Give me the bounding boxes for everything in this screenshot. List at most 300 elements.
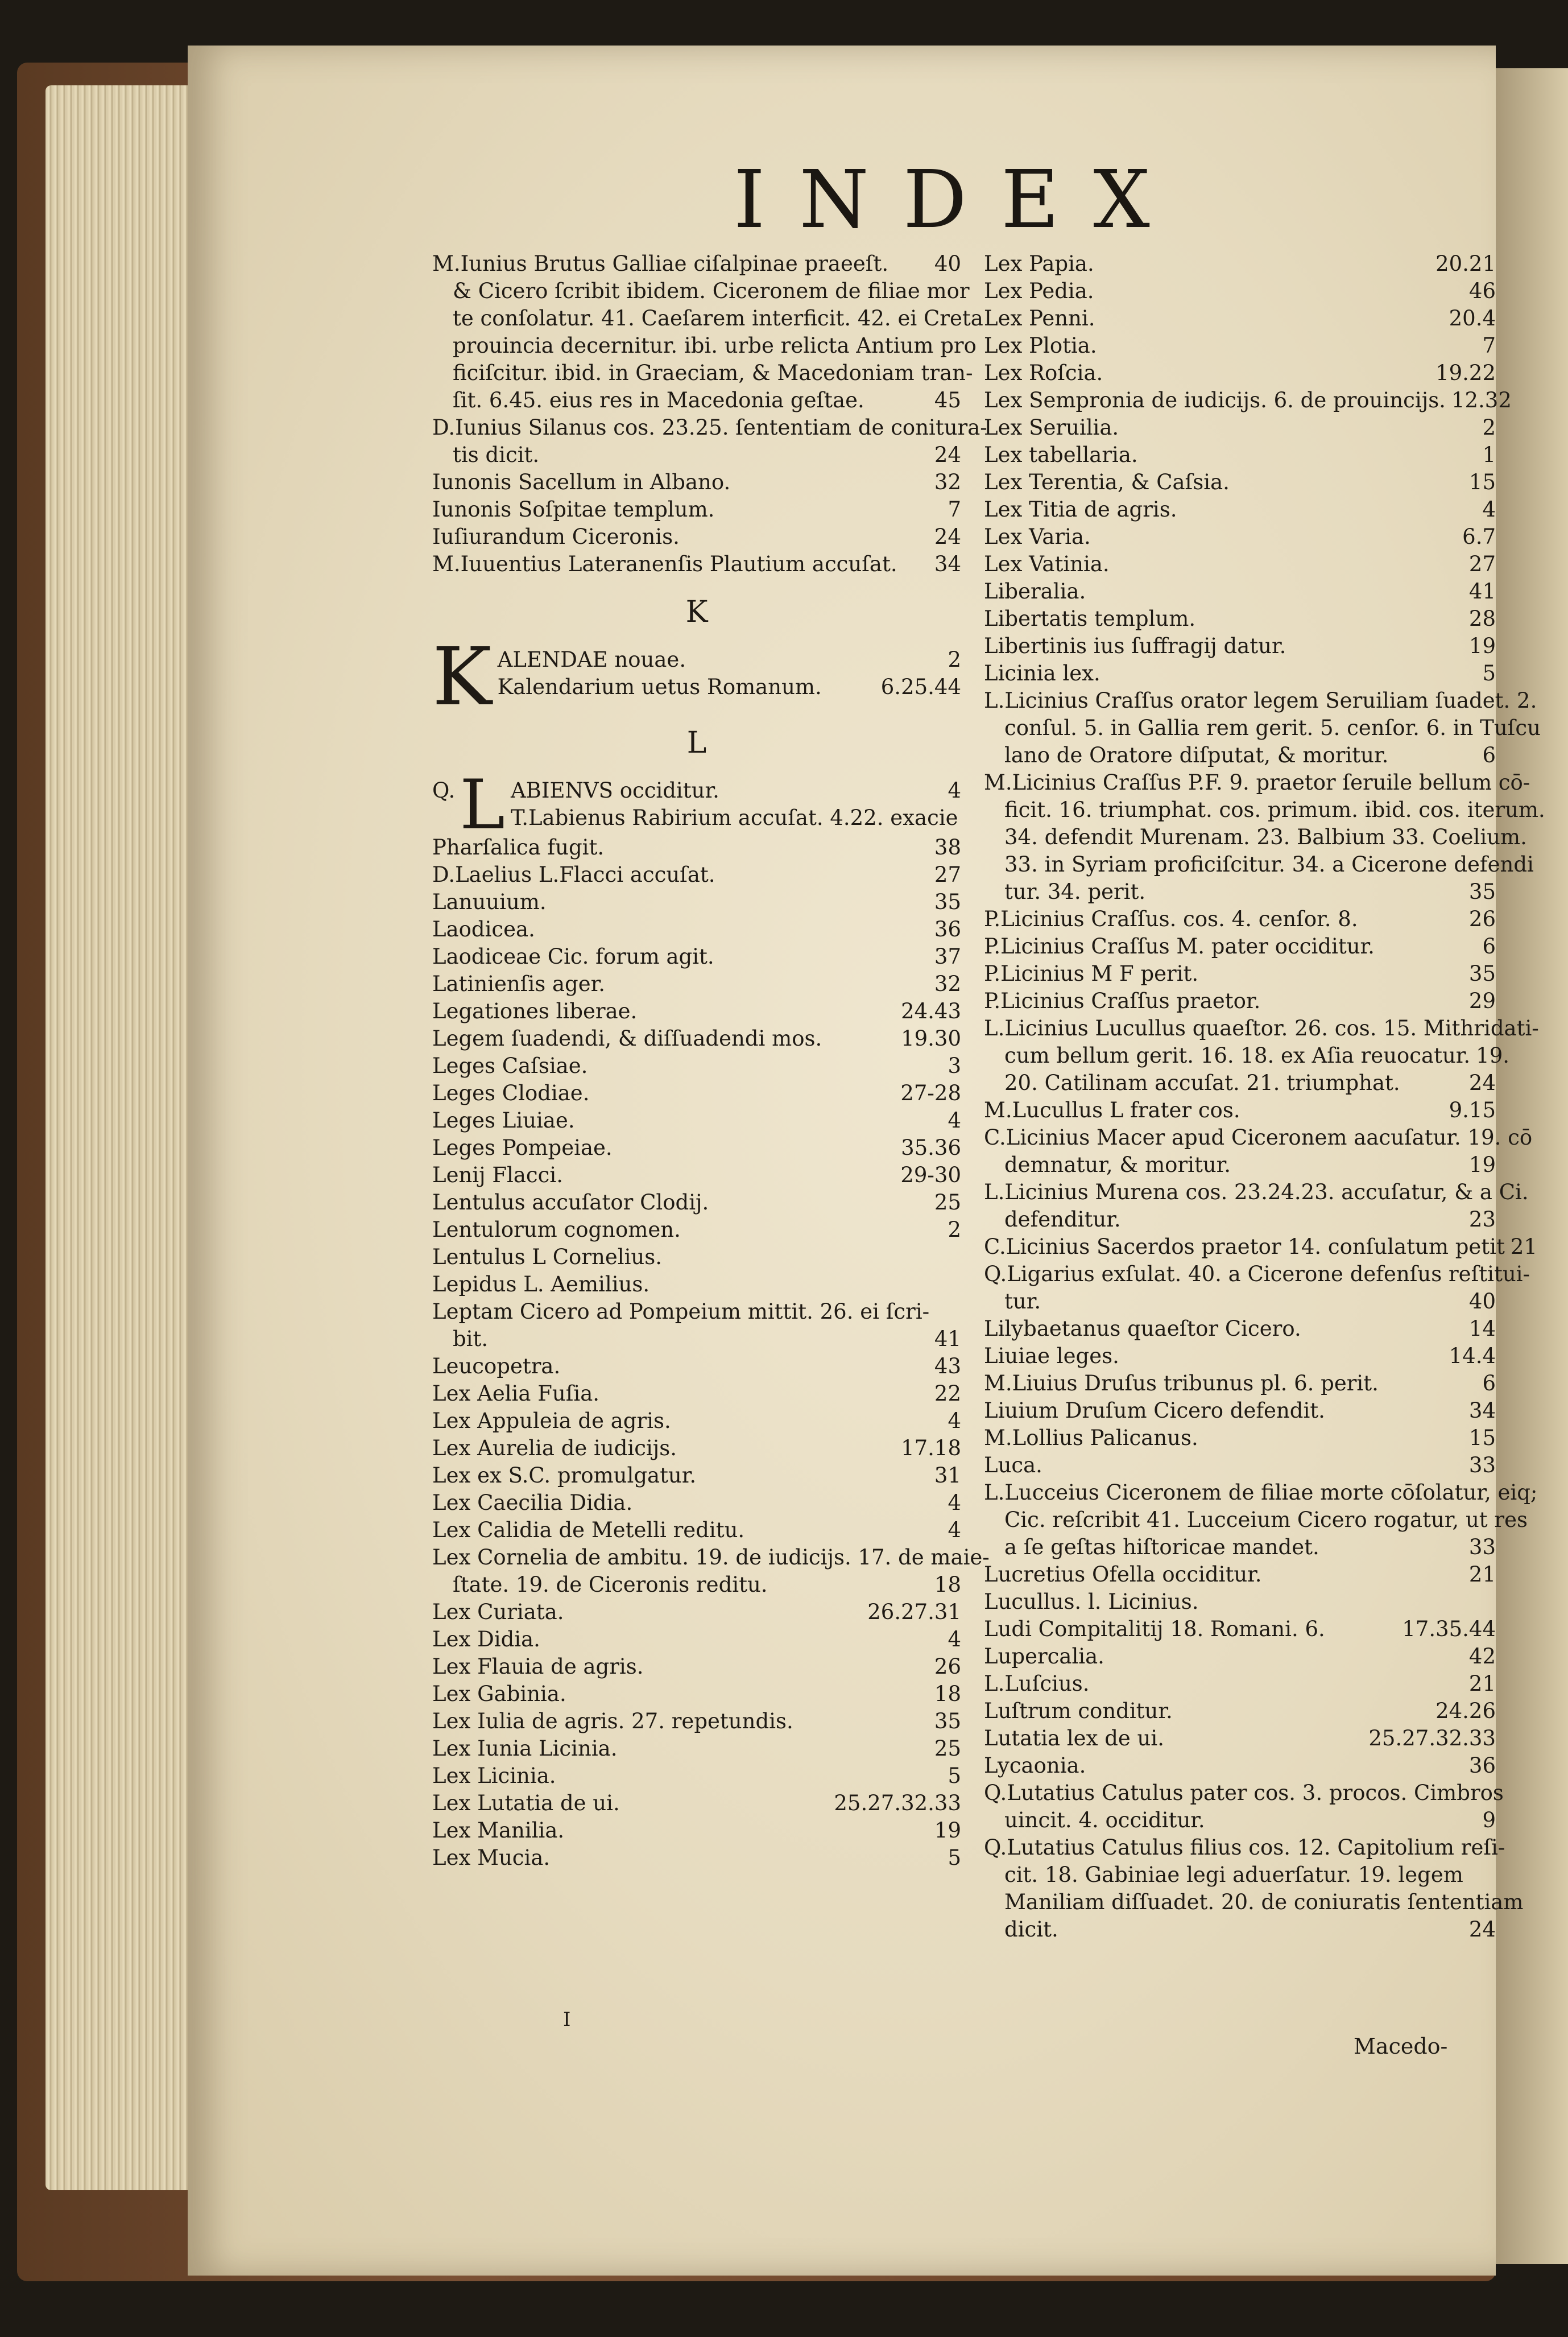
index-entry [432, 414, 987, 441]
entry-text: Libertinis ius ſuffragij datur. [984, 634, 1286, 658]
entry-text: Lex Sempronia de iudicijs. 6. de prouincijs. [984, 388, 1446, 412]
page-ref: 32 [934, 972, 961, 996]
page-ref: 35 [1468, 961, 1496, 986]
index-entry [432, 1435, 961, 1462]
page-ref: 19.30 [901, 1026, 961, 1051]
entry-text: ſtate. 19. de Ciceronis reditu. [453, 1572, 768, 1597]
index-entry [432, 889, 961, 916]
entry-text: ALENDAE nouae. [497, 647, 686, 672]
entry-text: L.Licinius Craſſus orator legem Seruiliam ſuadet. 2. [984, 688, 1537, 713]
index-entry-continuation [432, 441, 961, 469]
page-ref: 35 [934, 1709, 961, 1733]
page-ref: 20.4 [1449, 306, 1496, 331]
page-ref: 22 [934, 1381, 961, 1406]
index-entry-continuation [432, 360, 973, 387]
entry-text: M.Iunius Brutus Galliae ciſalpinae praeeſt. [432, 251, 889, 276]
entry-text: L.Luſcius. [984, 1671, 1090, 1696]
entry-text: Lex ex S.C. promulgatur. [432, 1463, 697, 1488]
page-ref: 19 [1468, 634, 1496, 658]
page-ref: 46 [1468, 279, 1496, 303]
entry-text: defenditur. [1004, 1207, 1121, 1232]
page-ref: 25.27.32.33 [834, 1791, 961, 1815]
entry-text: Luca. [984, 1453, 1042, 1477]
index-entry [432, 1517, 961, 1544]
entry-text: Lex Calidia de Metelli reditu. [432, 1518, 745, 1542]
page-ref: 15 [1468, 1426, 1496, 1450]
entry-text: Lucullus. l. Licinius. [984, 1589, 1199, 1614]
page-ref: 40 [1468, 1289, 1496, 1314]
page-ref: 35 [934, 890, 961, 914]
entry-text: Lex Aurelia de iudicijs. [432, 1436, 677, 1460]
section-heading-k: K [685, 595, 708, 629]
index-entry [984, 1179, 1529, 1206]
entry-text: Lex Cornelia de ambitu. 19. de iudicijs. 17. de maie- [432, 1545, 990, 1570]
entry-text: a ſe geſtas hiſtoricae mandet. [1004, 1535, 1319, 1559]
page-ref: 41 [1468, 579, 1496, 604]
page-ref: 6.7 [1462, 525, 1496, 549]
index-entry [984, 1124, 1533, 1151]
index-entry [432, 1708, 961, 1735]
index-entry [984, 1561, 1496, 1588]
index-entry [432, 1544, 990, 1571]
entry-text: Luſtrum conditur. [984, 1699, 1173, 1723]
k-entries [432, 646, 961, 701]
entry-text: te conſolatur. 41. Caeſarem interficit. 42. ei Creta [453, 306, 983, 331]
entry-text: M.Iuuentius Lateranenſis Plautium accuſat. [432, 552, 897, 576]
entry-text: Q.Lutatius Catulus pater cos. 3. procos. Cimbros [984, 1781, 1504, 1805]
entry-text: tur. [1004, 1289, 1041, 1314]
index-entry [984, 1834, 1505, 1861]
page-title: INDEX [734, 154, 1184, 246]
index-entry [984, 1370, 1496, 1397]
index-entry-continuation [984, 1807, 1496, 1834]
page-ref: 40 [934, 251, 961, 276]
index-entry [432, 1844, 961, 1872]
page-ref: 25 [934, 1190, 961, 1215]
index-entry [984, 1588, 1496, 1616]
entry-text: cit. 18. Gabiniae legi aduerſatur. 19. legem [1004, 1863, 1463, 1887]
index-entry [432, 916, 961, 943]
page-ref: 2 [1482, 415, 1496, 440]
entry-text: prouincia decernitur. ibi. urbe relicta Antium pro [453, 333, 977, 358]
page-ref: 25 [934, 1736, 961, 1761]
page-ref: 34 [934, 552, 961, 576]
index-entry [984, 1397, 1496, 1425]
entry-text: Lex Titia de agris. [984, 497, 1177, 522]
entry-text: Lentulus accuſator Clodij. [432, 1190, 709, 1215]
index-entry [432, 943, 961, 971]
entry-text: Lex Vatinia. [984, 552, 1110, 576]
entry-text: L.Licinius Lucullus quaeſtor. 26. cos. 15. Mithridati- [984, 1016, 1539, 1040]
entry-text: Lepidus L. Aemilius. [432, 1272, 650, 1297]
entry-text: 33. in Syriam proficiſcitur. 34. a Cicerone defendi [1004, 852, 1534, 877]
index-entry [984, 988, 1496, 1015]
index-entry-continuation [984, 1861, 1496, 1889]
page-ref: 17.18 [901, 1436, 961, 1460]
page-ref: 38 [934, 835, 961, 860]
page-ref: 35 [1468, 880, 1496, 904]
entry-text: tur. 34. perit. [1004, 880, 1146, 904]
index-entry [432, 1462, 961, 1489]
entry-text: Lycaonia. [984, 1753, 1086, 1778]
page-ref: 17.35.44 [1402, 1617, 1496, 1641]
index-entry [498, 674, 961, 701]
entry-text: Lanuuium. [432, 890, 547, 914]
entry-text: M.Licinius Craſſus P.F. 9. praetor ſeruile bellum cō- [984, 770, 1530, 795]
entry-text: L.Licinius Murena cos. 23.24.23. accuſatur, & a Ci. [984, 1180, 1529, 1204]
index-entry-continuation [432, 387, 961, 414]
entry-text: Q.Ligarius exſulat. 40. a Cicerone defenſus reſtitui- [984, 1262, 1530, 1286]
entry-text: Leucopetra. [432, 1354, 561, 1378]
index-entry-continuation [984, 1506, 1528, 1534]
entry-text: Lex Caecilia Didia. [432, 1490, 633, 1515]
index-entry [984, 551, 1496, 578]
index-entry-continuation [984, 1916, 1496, 1943]
page-ref: 2 [948, 1217, 961, 1242]
index-entry [432, 1817, 961, 1844]
index-entry-continuation [432, 1571, 961, 1599]
entry-text: P.Licinius M F perit. [984, 961, 1199, 986]
index-entry [984, 687, 1537, 715]
page-ref: 31 [934, 1463, 961, 1488]
index-entry [432, 1052, 961, 1080]
entry-text: ficit. 16. triumphat. cos. primum. ibid. cos. iterum. [1004, 798, 1545, 822]
entry-text: Lex Mucia. [432, 1845, 551, 1870]
entry-text: ſit. 6.45. eius res in Macedonia geſtae. [453, 388, 864, 412]
index-entry [432, 1244, 961, 1271]
index-entry [984, 1643, 1496, 1670]
entry-text: cum bellum gerit. 16. 18. ex Aſia reuocatur. [1004, 1043, 1471, 1068]
page-ref: 26 [934, 1654, 961, 1679]
index-entry [984, 633, 1496, 660]
index-entry [432, 1216, 961, 1244]
index-entry [984, 906, 1496, 933]
page-ref: 37 [934, 944, 961, 969]
page-ref: 35.36 [901, 1136, 961, 1160]
entry-text: Lex Papia. [984, 251, 1094, 276]
entry-text: Lex Plotia. [984, 333, 1097, 358]
entry-text: 34. defendit Murenam. 23. Balbium 33. Coelium. [1004, 825, 1527, 849]
page-ref: 4 [948, 1108, 961, 1133]
entry-text: Lilybaetanus quaeſtor Cicero. [984, 1316, 1301, 1341]
section-heading-l: L [686, 726, 707, 760]
page-edges [45, 85, 193, 2190]
entry-text: P.Licinius Craſſus M. pater occiditur. [984, 934, 1375, 959]
index-entry [432, 1080, 961, 1107]
index-entry [984, 1479, 1538, 1506]
page-ref: 19 [934, 1818, 961, 1843]
l-entries [432, 766, 961, 845]
entry-text: conſul. 5. in Gallia rem gerit. 5. cenſor. 6. in Tuſcu [1004, 716, 1541, 740]
page-ref: 23 [1468, 1207, 1496, 1232]
entry-text: Maniliam diſſuadet. 20. de coniuratis ſententiam [1004, 1890, 1524, 1914]
entries-block-i [432, 250, 987, 578]
index-entry [984, 1752, 1496, 1779]
index-entry [432, 1681, 961, 1708]
page-ref: 24 [1468, 1917, 1496, 1942]
page-ref: 27 [934, 862, 961, 887]
index-entry [984, 1779, 1504, 1807]
entry-text: Leges Pompeiae. [432, 1136, 613, 1160]
page-ref: 24 [934, 525, 961, 549]
page-ref: 6 [1482, 1371, 1496, 1395]
left-column [432, 250, 990, 1872]
index-entry [984, 387, 1512, 414]
page-ref: 24 [934, 443, 961, 467]
page-ref: 6.25.44 [880, 675, 961, 699]
entry-text: Iuſiurandum Ciceronis. [432, 525, 680, 549]
index-entry [984, 414, 1496, 441]
k-block [432, 631, 961, 724]
index-entry [984, 769, 1530, 796]
page-ref: 4 [1482, 497, 1496, 522]
page-ref: 43 [934, 1354, 961, 1378]
index-entry-continuation [984, 1288, 1496, 1315]
index-entry-continuation [984, 742, 1496, 769]
entry-text: Lex Appuleia de agris. [432, 1409, 671, 1433]
catchword: Macedo- [1354, 2034, 1448, 2059]
page-ref: 24.26 [1435, 1699, 1496, 1723]
index-entry [432, 834, 961, 861]
entry-text: Lex Curiata. [432, 1600, 564, 1624]
page-ref: 4 [948, 1627, 961, 1651]
page-ref: 6 [1482, 934, 1496, 959]
index-entry [432, 861, 961, 889]
entry-text: Ludi Compitalitij 18. Romani. 6. [984, 1617, 1325, 1641]
page-ref: 18 [934, 1682, 961, 1706]
index-entry [984, 1698, 1496, 1725]
index-entry [432, 496, 961, 523]
index-entry [432, 1298, 961, 1326]
index-entry [432, 1735, 961, 1762]
index-entry [432, 250, 961, 278]
index-entry-continuation [984, 878, 1496, 906]
index-entry-continuation [984, 1042, 1510, 1070]
index-entry [432, 1489, 961, 1517]
entry-text: Liuium Druſum Cicero defendit. [984, 1398, 1325, 1423]
entry-text: Liuiae leges. [984, 1344, 1119, 1368]
index-entry [432, 1626, 961, 1653]
index-entry-continuation [984, 1151, 1496, 1179]
index-entry [498, 646, 961, 674]
entry-text: dicit. [1004, 1917, 1058, 1942]
entry-text: Cic. reſcribit 41. Lucceium Cicero rogatur, ut res [1004, 1508, 1528, 1532]
signature-mark: I [563, 2008, 571, 2031]
l-prefix: Q. [432, 778, 456, 803]
index-entry [984, 1233, 1537, 1261]
entry-text: M.Lollius Palicanus. [984, 1426, 1198, 1450]
entry-text: Laodiceae Cic. forum agit. [432, 944, 714, 969]
index-entry-continuation [432, 332, 977, 360]
index-entry [984, 660, 1496, 687]
entry-text: bit. [453, 1327, 489, 1351]
entry-text: Q.Lutatius Catulus filius cos. 12. Capitolium reſi- [984, 1835, 1505, 1860]
entry-text: Lex Iulia de agris. 27. repetundis. [432, 1709, 793, 1733]
index-entry [432, 1107, 961, 1134]
entries-block-l [432, 834, 990, 1872]
index-entry [984, 1261, 1530, 1288]
index-entry [432, 1162, 961, 1189]
entry-text: Lex Pedia. [984, 279, 1094, 303]
page-ref: 9.15 [1449, 1098, 1496, 1122]
page-ref: 36 [1468, 1753, 1496, 1778]
entry-text: lano de Oratore diſputat, & moritur. [1004, 743, 1389, 767]
entry-text: Legationes liberae. [432, 999, 638, 1023]
page-ref: 21 [1510, 1234, 1537, 1259]
page-ref: 42 [1468, 1644, 1496, 1669]
page-ref: 25.27.32.33 [1368, 1726, 1496, 1750]
page-ref: 36 [934, 917, 961, 942]
entry-text: Leptam Cicero ad Pompeium mittit. 26. ei ſcri- [432, 1299, 930, 1324]
entry-text: D.Laelius L.Flacci accuſat. [432, 862, 715, 887]
index-entry [984, 1097, 1496, 1124]
index-entry [984, 250, 1496, 278]
entry-text: Lex Lutatia de ui. [432, 1791, 620, 1815]
index-entry [984, 933, 1496, 960]
entry-text: C.Licinius Macer apud Ciceronem aacuſatur. 19. cō [984, 1125, 1533, 1150]
page-ref: 26 [1468, 907, 1496, 931]
page-ref: 19 [1468, 1153, 1496, 1177]
index-entry [432, 1790, 961, 1817]
entry-text: Lex Manilia. [432, 1818, 565, 1843]
page-ref: 4 [948, 1490, 961, 1515]
index-entry [984, 1425, 1496, 1452]
entry-text: tis dicit. [453, 443, 540, 467]
entry-text: Lex Terentia, & Caſsia. [984, 470, 1230, 494]
index-entry-continuation [432, 1326, 961, 1353]
index-entry [984, 523, 1496, 551]
page-ref: 7 [1482, 333, 1496, 358]
entry-text: Leges Caſsiae. [432, 1054, 588, 1078]
page-ref: 15 [1468, 470, 1496, 494]
index-entry [984, 305, 1496, 332]
index-entry-continuation [984, 824, 1527, 851]
entry-text: M.Lucullus L frater cos. [984, 1098, 1240, 1122]
index-entry-continuation [984, 851, 1534, 878]
page-ref: 28 [1468, 606, 1496, 631]
page-ref: 3 [948, 1054, 961, 1078]
index-entry-continuation [984, 1889, 1524, 1916]
entry-text: Libertatis templum. [984, 606, 1196, 631]
entry-text: Lenij Flacci. [432, 1163, 563, 1187]
index-entry-continuation [984, 1534, 1496, 1561]
index-entry [511, 777, 961, 804]
index-entry-continuation [984, 715, 1541, 742]
index-entry [984, 1315, 1496, 1343]
entry-text: ABIENVS occiditur. [510, 778, 719, 803]
page-ref: 4 [948, 778, 961, 803]
index-entry [984, 1725, 1496, 1752]
entry-text: Lex Aelia Fuſia. [432, 1381, 600, 1406]
page-ref: 5 [1482, 661, 1496, 686]
page-ref: 27-28 [900, 1081, 961, 1105]
page-ref: 33 [1468, 1453, 1496, 1477]
index-entry [984, 278, 1496, 305]
index-entry [984, 1452, 1496, 1479]
entry-text: P.Licinius Craſſus. cos. 4. cenſor. 8. [984, 907, 1358, 931]
page-ref: 5 [948, 1764, 961, 1788]
page-ref: 19.22 [1435, 361, 1496, 385]
page-ref: 33 [1468, 1535, 1496, 1559]
index-entry-continuation [984, 1206, 1496, 1233]
index-entry [432, 523, 961, 551]
page-ref: 29-30 [900, 1163, 961, 1187]
entry-text: ficiſcitur. ibid. in Graeciam, & Macedoniam tran- [453, 361, 973, 385]
page-ref: 45 [934, 388, 961, 412]
entry-text: Liberalia. [984, 579, 1086, 604]
entry-text: P.Licinius Craſſus praetor. [984, 989, 1261, 1013]
entry-text: C.Licinius Sacerdos praetor 14. conſulatum petit [984, 1234, 1505, 1259]
page-ref: 21 [1468, 1671, 1496, 1696]
index-entry [984, 1343, 1496, 1370]
page-ref: 21 [1468, 1562, 1496, 1587]
entry-text: Iunonis Soſpitae templum. [432, 497, 715, 522]
right-column [984, 250, 1545, 1943]
index-entry [432, 1025, 961, 1052]
index-entry [984, 496, 1496, 523]
entry-text: Lex Varia. [984, 525, 1091, 549]
entry-text: Licinia lex. [984, 661, 1101, 686]
entry-text: Lucretius Ofella occiditur. [984, 1562, 1262, 1587]
entry-text: Laodicea. [432, 917, 535, 942]
page-ref: 26.27.31 [867, 1600, 961, 1624]
page-ref: 41 [934, 1327, 961, 1351]
index-entry [984, 605, 1496, 633]
page-ref: 24.43 [901, 999, 961, 1023]
page-ref: 14 [1468, 1316, 1496, 1341]
index-entry [432, 1407, 961, 1435]
index-entry [984, 1015, 1539, 1042]
l-block [432, 766, 961, 845]
page-ref: 32 [934, 470, 961, 494]
index-entry [984, 441, 1496, 469]
index-entry [432, 1134, 961, 1162]
entry-text: Pharſalica fugit. [432, 835, 605, 860]
page-ref: 1 [1482, 443, 1496, 467]
page-ref: 14.4 [1449, 1344, 1496, 1368]
page-ref: 29 [1468, 989, 1496, 1013]
entry-text: Leges Clodiae. [432, 1081, 590, 1105]
entry-text: Iunonis Sacellum in Albano. [432, 470, 731, 494]
page-ref: 6 [1482, 743, 1496, 767]
entry-text: Lentulus L Cornelius. [432, 1245, 662, 1269]
index-entry [984, 578, 1496, 605]
initial-k: K [432, 631, 492, 724]
index-entry [432, 1762, 961, 1790]
index-entry [984, 1616, 1496, 1643]
entry-text: 20. Catilinam accuſat. 21. triumphat. [1004, 1071, 1400, 1095]
page-ref: 4 [948, 1518, 961, 1542]
index-entry [432, 1653, 961, 1681]
entry-text: Leges Liuiae. [432, 1108, 575, 1133]
entry-text: demnatur, & moritur. [1004, 1153, 1231, 1177]
entry-text: Lex Iunia Licinia. [432, 1736, 618, 1761]
entry-text: Lupercalia. [984, 1644, 1104, 1669]
index-entry [432, 1380, 961, 1407]
index-entry [432, 971, 961, 998]
page-ref: 7 [948, 497, 961, 522]
index-entry [432, 1189, 961, 1216]
entry-text: uincit. 4. occiditur. [1004, 1808, 1205, 1832]
entry-text: Lex Flauia de agris. [432, 1654, 644, 1679]
index-entry-continuation [984, 1070, 1496, 1097]
index-entry [984, 360, 1496, 387]
initial-l: L [460, 766, 505, 845]
entry-text: Lutatia lex de ui. [984, 1726, 1164, 1750]
index-entry-continuation [432, 305, 983, 332]
index-entry [984, 1670, 1496, 1698]
entry-text: M.Liuius Druſus tribunus pl. 6. perit. [984, 1371, 1379, 1395]
